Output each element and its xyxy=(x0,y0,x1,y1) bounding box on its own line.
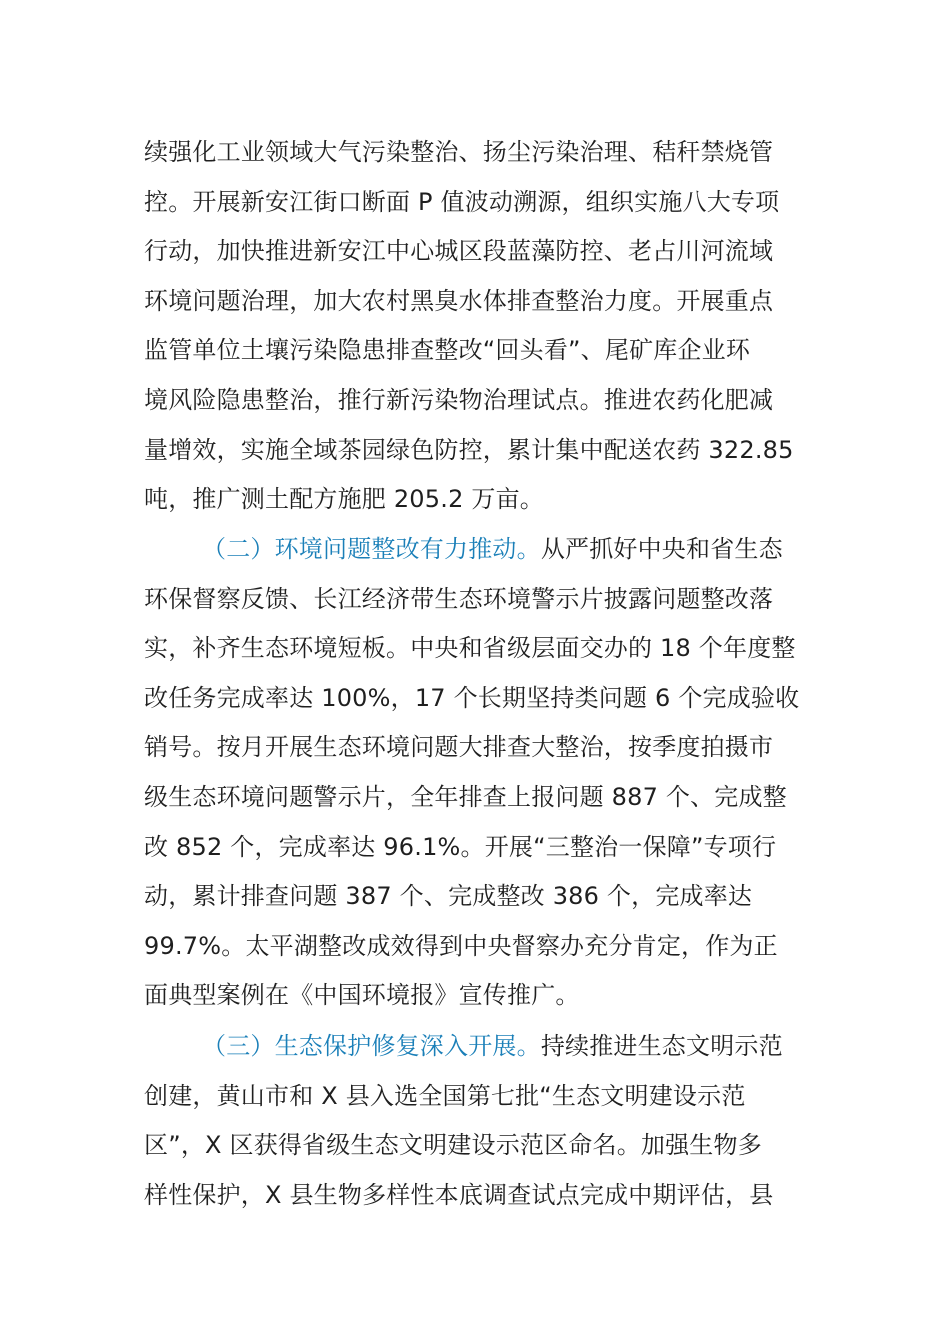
paragraph-1-line xyxy=(144,178,806,228)
paragraph-2 xyxy=(144,525,806,1021)
paragraph-3-line xyxy=(144,1121,806,1171)
paragraph-1 xyxy=(144,128,806,525)
text-line: 实，补齐生态环境短板。中央和省级层面交办的 18 个年度整 xyxy=(144,634,796,663)
paragraph-2-line xyxy=(144,723,806,773)
text-line: 改 852 个，完成率达 96.1%。开展“三整治一保障”专项行 xyxy=(144,832,777,861)
paragraph-1-line xyxy=(144,326,806,376)
text-line: 样性保护，X 县生物多样性本底调查试点完成中期评估，县 xyxy=(144,1180,774,1209)
text-line: 级生态环境问题警示片，全年排查上报问题 887 个、完成整 xyxy=(144,782,787,811)
text-line: 环保督察反馈、长江经济带生态环境警示片披露问题整改落 xyxy=(144,584,774,613)
paragraph-2-first-line xyxy=(144,525,806,575)
paragraph-2-line xyxy=(144,773,806,823)
text-line: 控。开展新安江街口断面 P 值波动溯源，组织实施八大专项 xyxy=(144,187,780,216)
paragraph-3-first-line xyxy=(144,1022,806,1072)
paragraph-3-line xyxy=(144,1072,806,1122)
text-line: 续强化工业领域大气污染整治、扬尘污染治理、秸秆禁烧管 xyxy=(144,138,774,166)
text-line: 行动，加快推进新安江中心城区段蓝藻防控、老占川河流域 xyxy=(144,237,774,266)
paragraph-1-line xyxy=(144,475,806,525)
text-line: 境风险隐患整治，推行新污染物治理试点。推进农药化肥减 xyxy=(144,385,774,414)
paragraph-1-line xyxy=(144,376,806,426)
paragraph-2-line xyxy=(144,674,806,724)
section-heading: （三）生态保护修复深入开展。 xyxy=(202,1032,541,1060)
text-line: 环境问题治理，加大农村黑臭水体排查整治力度。开展重点 xyxy=(144,286,774,315)
paragraph-2-line xyxy=(144,922,806,972)
paragraph-2-line xyxy=(144,971,806,1021)
paragraph-1-line xyxy=(144,426,806,476)
text-line: 创建，黄山市和 X 县入选全国第七批“生态文明建设示范 xyxy=(144,1081,746,1110)
text-line: 99.7%。太平湖整改成效得到中央督察办充分肯定，作为正 xyxy=(144,931,778,960)
paragraph-1-line xyxy=(144,227,806,277)
paragraph-2-line xyxy=(144,823,806,873)
text-line: 面典型案例在《中国环境报》宣传推广。 xyxy=(144,981,580,1010)
text-line: 区”，X 区获得省级生态文明建设示范区命名。加强生物多 xyxy=(144,1131,762,1160)
text-line: 持续推进生态文明示范 xyxy=(540,1032,783,1060)
text-line: 吨，推广测土配方施肥 205.2 万亩。 xyxy=(144,485,544,514)
text-line: 量增效，实施全域茶园绿色防控，累计集中配送农药 322.85 xyxy=(144,435,794,464)
paragraph-2-line xyxy=(144,624,806,674)
text-line: 动，累计排查问题 387 个、完成整改 386 个，完成率达 xyxy=(144,882,753,911)
section-heading: （二）环境问题整改有力推动。 xyxy=(202,535,541,563)
paragraph-2-line xyxy=(144,872,806,922)
text-line: 监管单位土壤污染隐患排查整改“回头看”、尾矿库企业环 xyxy=(144,336,751,365)
paragraph-1-line xyxy=(144,277,806,327)
text-line: 改任务完成率达 100%，17 个长期坚持类问题 6 个完成验收 xyxy=(144,683,800,712)
paragraph-2-line xyxy=(144,575,806,625)
paragraph-1-line xyxy=(144,128,806,178)
text-line: 从严抓好中央和省生态 xyxy=(540,535,783,563)
text-line: 销号。按月开展生态环境问题大排查大整治，按季度拍摄市 xyxy=(144,733,774,762)
paragraph-3-line xyxy=(144,1171,806,1221)
paragraph-3 xyxy=(144,1022,806,1220)
